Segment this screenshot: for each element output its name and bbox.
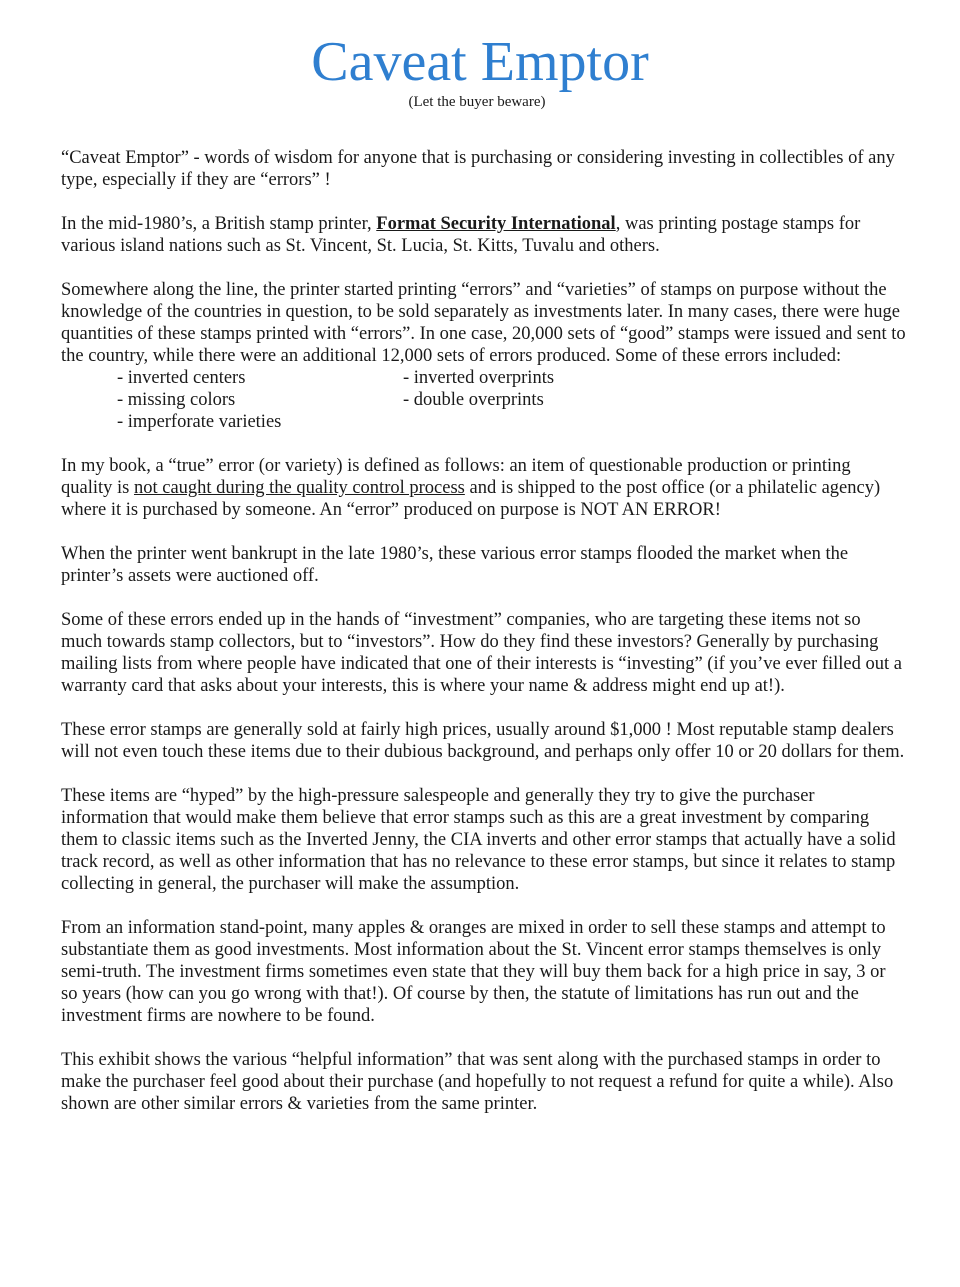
list-item: - imperforate varieties bbox=[117, 412, 282, 432]
list-item: - missing colors bbox=[117, 390, 236, 410]
errors-list bbox=[61, 367, 906, 433]
paragraph-definition-text-before: In my book, a “true” error (or variety) is defined as follows: an item of questionable production or printing quality is bbox=[61, 456, 851, 498]
errors-list-column-1 bbox=[61, 367, 403, 433]
page-title: Caveat Emptor bbox=[311, 31, 649, 93]
page-subtitle: (Let the buyer beware) bbox=[408, 94, 546, 110]
paragraph-errors: Somewhere along the line, the printer started printing “errors” and “varieties” of stamps on purpose without the knowledge of the countries in question, to be sold separately as investments later. In many cases, there were huge quantities of these stamps printed with “errors”. In one case, 20,000 sets of “good” stamps were issued and sent to the country, while there were an additional 12,000 sets of errors produced. Some of these errors included: bbox=[61, 280, 906, 366]
paragraph-definition bbox=[61, 455, 906, 521]
list-item: - double overprints bbox=[403, 390, 544, 410]
paragraph-exhibit: This exhibit shows the various “helpful information” that was sent along with the purchased stamps in order to make the purchaser feel good about their purchase (and hopefully to not request a refund for quite a while). Also shown are other similar errors & varieties from the same printer. bbox=[61, 1050, 894, 1114]
paragraph-printer-text-after: , was printing postage stamps for various island nations such as St. Vincent, St. Lucia, St. Kitts, Tuvalu and others. bbox=[61, 214, 861, 256]
underlined-phrase: not caught during the quality control process bbox=[133, 478, 465, 498]
errors-list-column-2 bbox=[403, 367, 554, 433]
paragraph-definition-text-after: and is shipped to the post office (or a philatelic agency) where it is purchased by someone. An “error” produced on purpose is NOT AN ERROR! bbox=[61, 478, 881, 520]
company-name: Format Security International bbox=[376, 214, 616, 234]
paragraph-investment-companies: Some of these errors ended up in the hands of “investment” companies, who are targeting these items not so much towards stamp collectors, but to “investors”. How do they find these investors? Generally by purchasing mailing lists from where people have indicated that one of their interests is “investing” (if you’ve ever filled out a warranty card that asks about your interests, this is where your name & address might end up at!). bbox=[61, 610, 902, 696]
paragraph-hype: These items are “hyped” by the high-pressure salespeople and generally they try to give the purchaser information that would make them believe that error stamps such as this are a great investment by comparing them to classic items such as the Inverted Jenny, the CIA inverts and other error stamps that actually have a solid track record, as well as other information that has no relevance to these error stamps, but since it relates to stamp collecting in general, the purchaser will make the assumption. bbox=[61, 786, 896, 894]
paragraph-printer-text-before: In the mid-1980’s, a British stamp printer, bbox=[61, 214, 377, 234]
paragraph-information: From an information stand-point, many apples & oranges are mixed in order to sell these stamps and attempt to substantiate them as good investments. Most information about the St. Vincent error stamps themselves is only semi-truth. The investment firms sometimes even state that they will buy them back for a high price in say, 3 or so years (how can you go wrong with that!). Of course by then, the statute of limitations has run out and the investment firms are nowhere to be found. bbox=[61, 918, 886, 1026]
paragraph-prices: These error stamps are generally sold at fairly high prices, usually around $1,000 ! Most reputable stamp dealers will not even touch these items due to their dubious background, and perhaps only offer 10 or 20 dollars for them. bbox=[61, 720, 905, 762]
list-item: - inverted overprints bbox=[403, 368, 555, 388]
list-item: - inverted centers bbox=[117, 368, 246, 388]
paragraph-bankruptcy: When the printer went bankrupt in the late 1980’s, these various error stamps flooded the market when the printer’s assets were auctioned off. bbox=[61, 544, 849, 586]
paragraph-intro: “Caveat Emptor” - words of wisdom for anyone that is purchasing or considering investing in collectibles of any type, especially if they are “errors” ! bbox=[61, 148, 895, 190]
document-body bbox=[61, 147, 906, 1137]
paragraph-printer bbox=[61, 213, 906, 257]
